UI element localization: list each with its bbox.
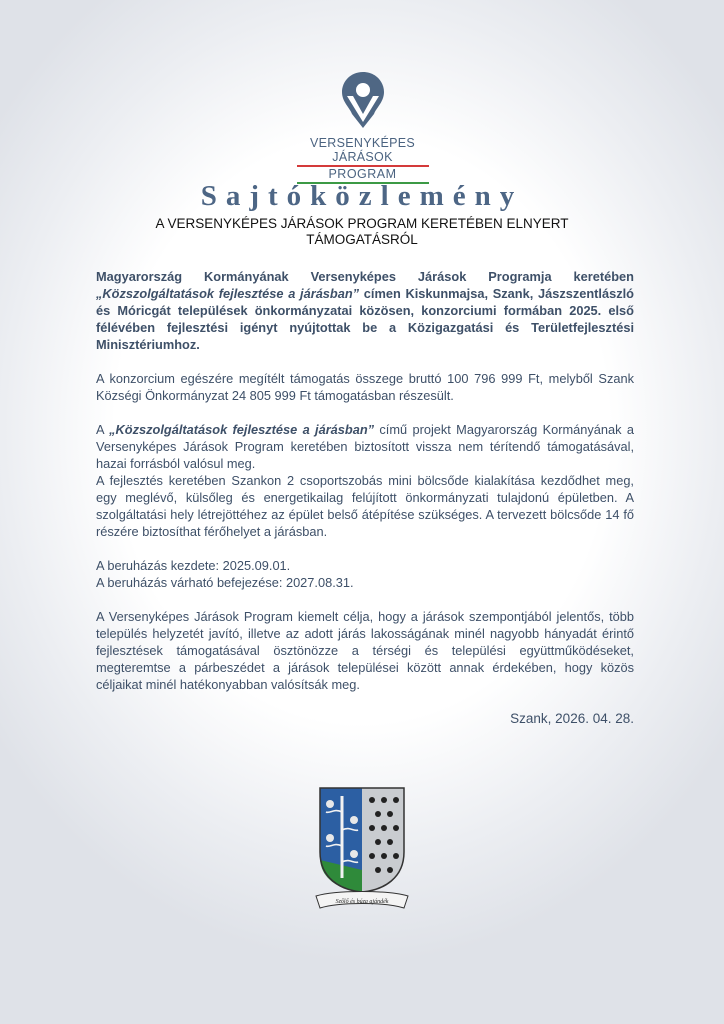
program-logo xyxy=(290,70,435,180)
page-title: Sajtóközlemény xyxy=(200,180,524,212)
crest-silver-field xyxy=(362,788,404,892)
project-name: „Közszolgáltatások fejlesztése a járásban” xyxy=(109,422,375,437)
logo-text-line2: PROGRAM xyxy=(328,167,397,181)
lead-text-pre: Magyarország Kormányának Versenyképes Járások Programja keretében xyxy=(96,269,634,284)
page-subtitle: A VERSENYKÉPES JÁRÁSOK PROGRAM KERETÉBEN ELNYERT TÁMOGATÁSRÓL xyxy=(155,216,569,247)
start-date: A beruházás kezdete: 2025.09.01. xyxy=(96,558,291,573)
project-text-pre: A xyxy=(96,422,110,437)
end-date: A beruházás várható befejezése: 2027.08.31. xyxy=(96,575,354,590)
project-text-post: című projekt Magyarország Kormányának a Versenyképes Járások Program keretében biztosított vissza nem térítendő támogatásával, hazai forrásból valósul meg. xyxy=(96,422,634,471)
goal-paragraph: A Versenyképes Járások Program kiemelt célja, hogy a járások szempontjából jelentős, több település helyzetét javító, illetve az adott járás lakosságának minél nagyobb hányadát érintő fejlesztések támogatásával ösztönözze a térségi és települési együttműködéseket, megteremtse a párbeszédet a járások települései között annak érdekében, hogy közös céljaikat minél hatékonyabban valósítsák meg. xyxy=(96,609,634,692)
map-pin-v-icon xyxy=(338,70,388,130)
lead-paragraph xyxy=(96,268,634,353)
lead-text-post: címen Kiskunmajsa, Szank, Jászszentlászló és Móricgát települések önkormányzatai közösen, konzorciumi formában 2025. első félévében fejlesztési igényt nyújtottak be a Közigazgatási és Területfejlesztési Minisztériumhoz. xyxy=(96,286,634,352)
press-release-body xyxy=(96,268,634,693)
crest-motto: Szőlő és búza ajándék xyxy=(335,899,389,905)
development-paragraph: A fejlesztés keretében Szankon 2 csoportszobás mini bölcsőde kialakítása kezdődhet meg, egy meglévő, külsőleg és energetikailag felújított önkormányzati tulajdonú épületben. A szolgáltatási hely létrejöttéhez az épület belső átépítése szükséges. A tervezett bölcsőde 14 fő részére biztosíthat férőhelyet a járásban. xyxy=(96,473,634,539)
lead-project-name: „Közszolgáltatások fejlesztése a járásban” xyxy=(96,286,360,301)
place-date: Szank, 2026. 04. 28. xyxy=(510,711,634,726)
project-paragraph xyxy=(96,421,634,472)
funding-paragraph: A konzorcium egészére megítélt támogatás összege bruttó 100 796 999 Ft, melyből Szank Községi Önkormányzat 24 805 999 Ft támogatásban részesült. xyxy=(96,371,634,403)
szank-coat-of-arms xyxy=(312,782,412,914)
logo-text-line1: VERSENYKÉPES JÁRÁSOK xyxy=(309,136,416,164)
